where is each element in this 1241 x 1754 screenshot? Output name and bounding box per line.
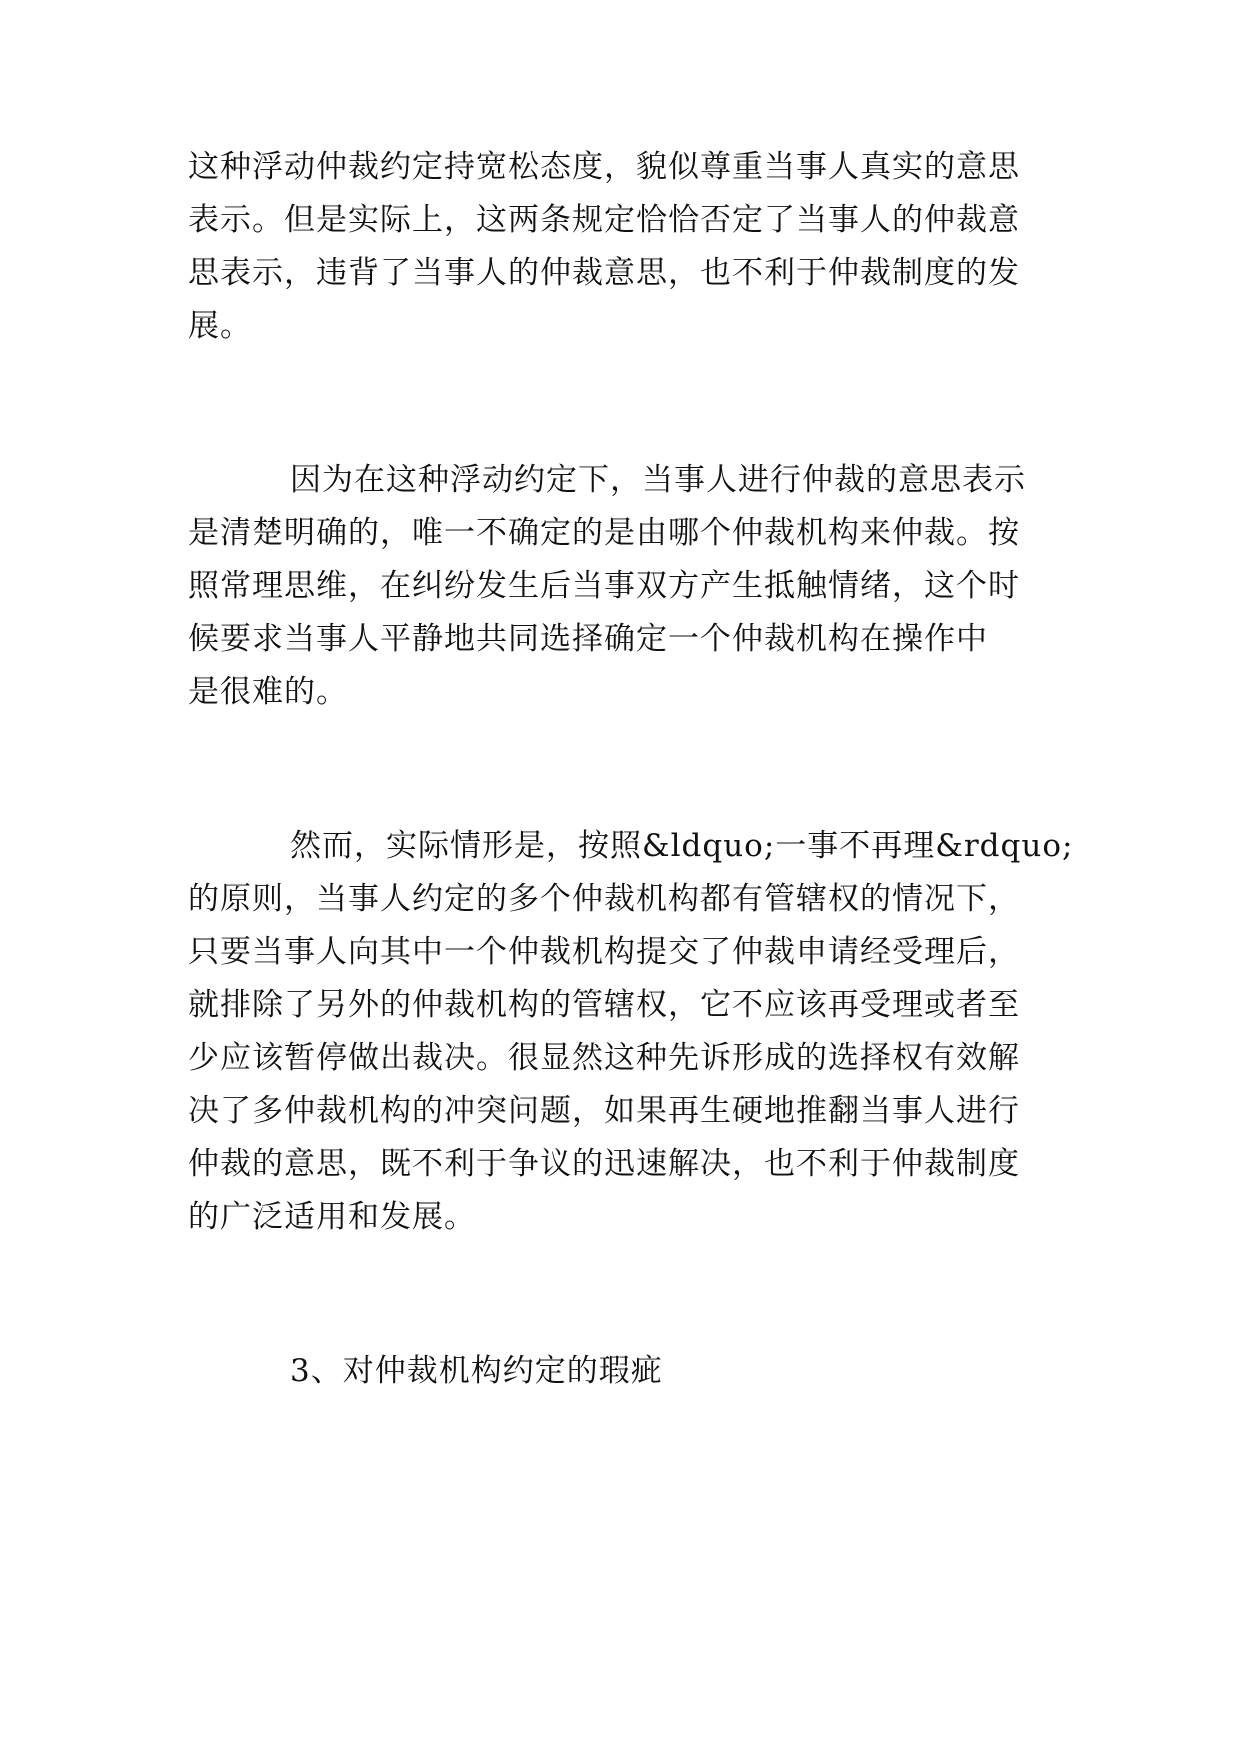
text-line: 决了多仲裁机构的冲突问题，如果再生硬地推翻当事人进行 [188,1093,1020,1129]
text-line: 是很难的。 [188,674,348,710]
text-line: 是清楚明确的，唯一不确定的是由哪个仲裁机构来仲裁。按 [188,515,1020,551]
text-line: 少应该暂停做出裁决。很显然这种先诉形成的选择权有效解 [188,1040,1020,1076]
text-line: 然而，实际情形是，按照&ldquo;一事不再理&rdquo; [290,828,1074,864]
heading-line: 3、对仲裁机构约定的瑕疵 [290,1353,663,1389]
text-line: 表示。但是实际上，这两条规定恰恰否定了当事人的仲裁意 [188,202,1020,238]
text-line: 思表示，违背了当事人的仲裁意思，也不利于仲裁制度的发 [188,255,1020,291]
text-line: 这种浮动仲裁约定持宽松态度，貌似尊重当事人真实的意思 [188,149,1020,185]
text-line: 仲裁的意思，既不利于争议的迅速解决，也不利于仲裁制度 [188,1146,1020,1182]
text-line: 候要求当事人平静地共同选择确定一个仲裁机构在操作中 [188,621,988,657]
text-line: 因为在这种浮动约定下，当事人进行仲裁的意思表示 [290,462,1026,498]
text-line: 只要当事人向其中一个仲裁机构提交了仲裁申请经受理后， [188,934,1020,970]
text-line: 展。 [188,308,252,344]
text-line: 的广泛适用和发展。 [188,1199,476,1235]
text-line: 照常理思维，在纠纷发生后当事双方产生抵触情绪，这个时 [188,568,1020,604]
text-line: 就排除了另外的仲裁机构的管辖权，它不应该再受理或者至 [188,987,1020,1023]
text-line: 的原则，当事人约定的多个仲裁机构都有管辖权的情况下， [188,881,1020,917]
